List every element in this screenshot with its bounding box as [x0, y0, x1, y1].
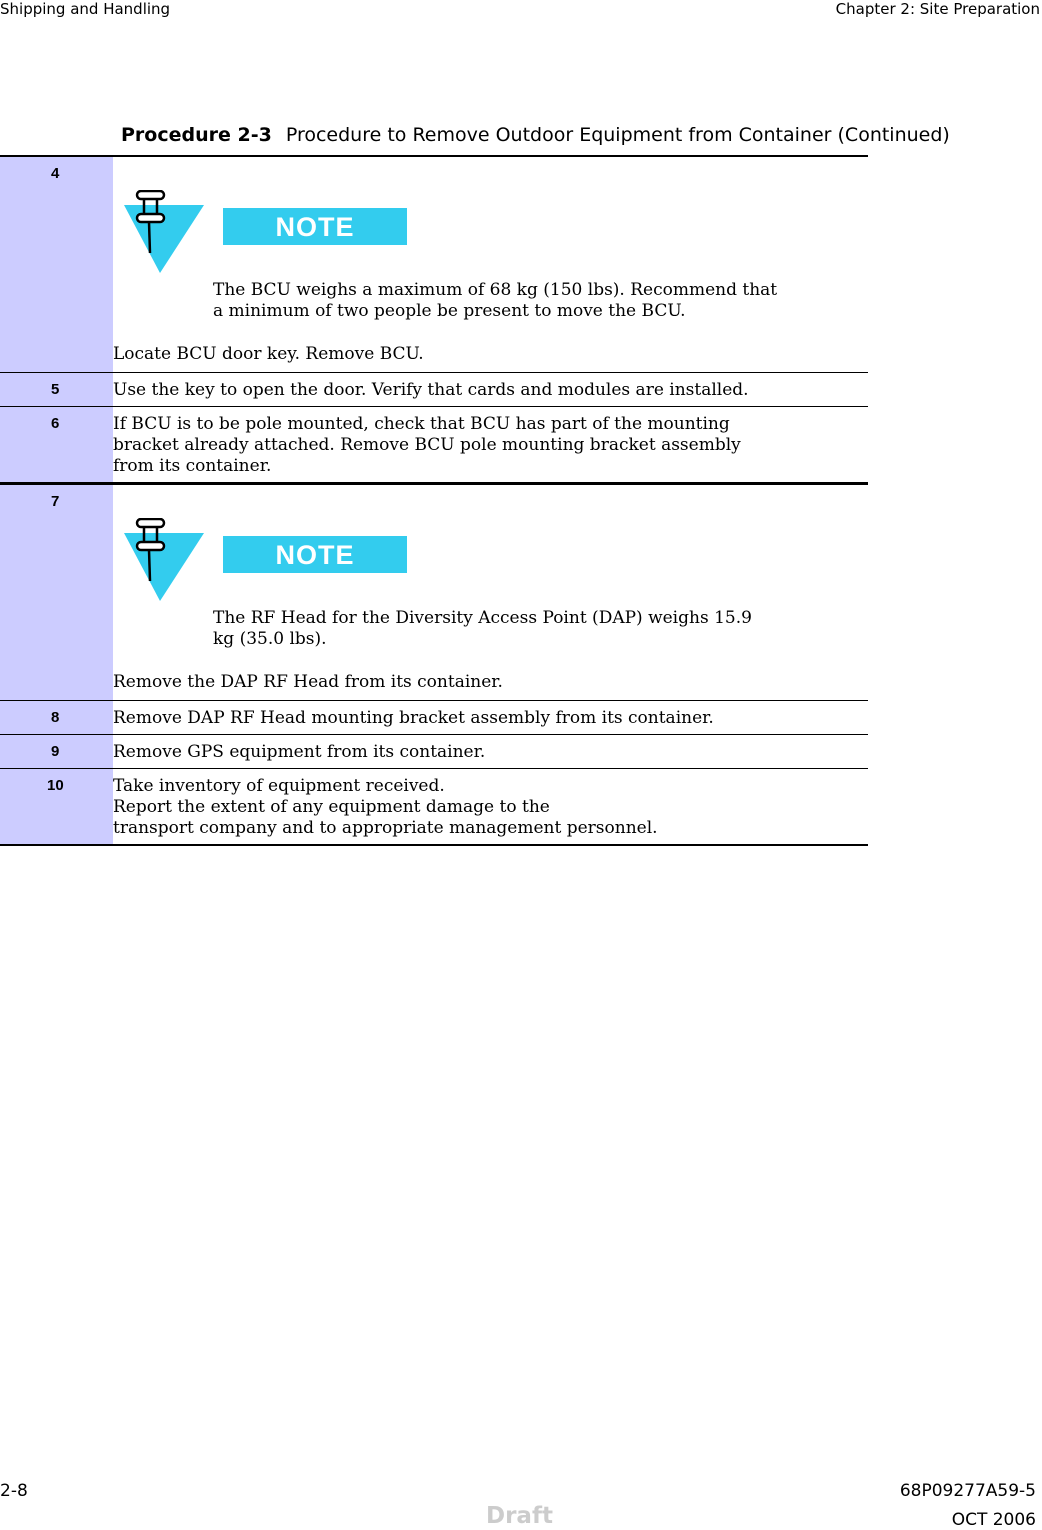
procedure-step	[0, 373, 868, 407]
step-content	[113, 735, 868, 769]
step-line: transport company and to appropriate management personnel.	[113, 818, 658, 838]
step-number: 5	[51, 381, 60, 398]
step-line: Remove GPS equipment from its container.	[113, 742, 486, 762]
note-line: kg (35.0 lbs).	[213, 629, 327, 649]
step-number: 8	[51, 709, 60, 726]
note-label: NOTE	[223, 536, 407, 573]
step-content	[113, 701, 868, 735]
step-line: Report the extent of any equipment damage to the	[113, 797, 550, 817]
step-number-cell	[0, 156, 113, 373]
step-content	[113, 769, 868, 846]
note-callout	[113, 485, 868, 605]
procedure-step	[0, 735, 868, 769]
document-date: OCT 2006	[951, 1510, 1036, 1530]
step-number: 9	[51, 743, 60, 760]
procedure-step	[0, 156, 868, 373]
step-number-cell	[0, 407, 113, 484]
step-number-cell	[0, 484, 113, 701]
step-text	[113, 701, 868, 734]
step-content	[113, 156, 868, 373]
running-header-chapter: Chapter 2: Site Preparation	[835, 0, 1040, 18]
procedure-step	[0, 769, 868, 846]
document-number: 68P09277A59-5	[899, 1481, 1036, 1501]
step-text	[113, 769, 868, 844]
note-label: NOTE	[223, 208, 407, 245]
step-line: Remove the DAP RF Head from its container.	[113, 672, 503, 692]
procedure-label: Procedure 2-3	[121, 124, 272, 146]
step-content	[113, 407, 868, 484]
procedure-title	[121, 124, 950, 146]
step-number-cell	[0, 735, 113, 769]
running-header-section: Shipping and Handling	[0, 0, 171, 18]
step-text	[113, 650, 868, 700]
step-line: Remove DAP RF Head mounting bracket assembly from its container.	[113, 708, 714, 728]
procedure-table	[0, 155, 868, 846]
note-line: The RF Head for the Diversity Access Point (DAP) weighs 15.9	[213, 608, 752, 628]
step-line: Locate BCU door key. Remove BCU.	[113, 344, 424, 364]
procedure-step	[0, 407, 868, 484]
note-text	[113, 608, 868, 650]
step-text	[113, 735, 868, 768]
procedure-step	[0, 484, 868, 701]
step-number: 10	[47, 777, 64, 794]
step-line: Take inventory of equipment received.	[113, 776, 445, 796]
step-line: bracket already attached. Remove BCU pole mounting bracket assembly	[113, 435, 741, 455]
step-content	[113, 484, 868, 701]
step-number-cell	[0, 701, 113, 735]
step-number: 4	[51, 165, 60, 182]
step-number: 6	[51, 415, 60, 432]
draft-mark: Draft	[486, 1503, 553, 1529]
step-number-cell	[0, 769, 113, 846]
step-number-cell	[0, 373, 113, 407]
procedure-title-text: Procedure to Remove Outdoor Equipment from Container (Continued)	[285, 124, 950, 146]
note-line: The BCU weighs a maximum of 68 kg (150 lbs). Recommend that	[213, 280, 778, 300]
step-line: from its container.	[113, 456, 272, 476]
step-number: 7	[51, 493, 60, 510]
pushpin-icon	[124, 190, 206, 274]
step-line: Use the key to open the door. Verify that cards and modules are installed.	[113, 380, 749, 400]
note-text	[113, 280, 868, 322]
procedure-step	[0, 701, 868, 735]
step-content	[113, 373, 868, 407]
note-line: a minimum of two people be present to move the BCU.	[213, 301, 686, 321]
page-number: 2-8	[0, 1481, 28, 1501]
note-callout	[113, 157, 868, 277]
pushpin-icon	[124, 518, 206, 602]
step-text	[113, 373, 868, 406]
step-text	[113, 322, 868, 372]
step-line: If BCU is to be pole mounted, check that BCU has part of the mounting	[113, 414, 730, 434]
step-text	[113, 407, 868, 482]
